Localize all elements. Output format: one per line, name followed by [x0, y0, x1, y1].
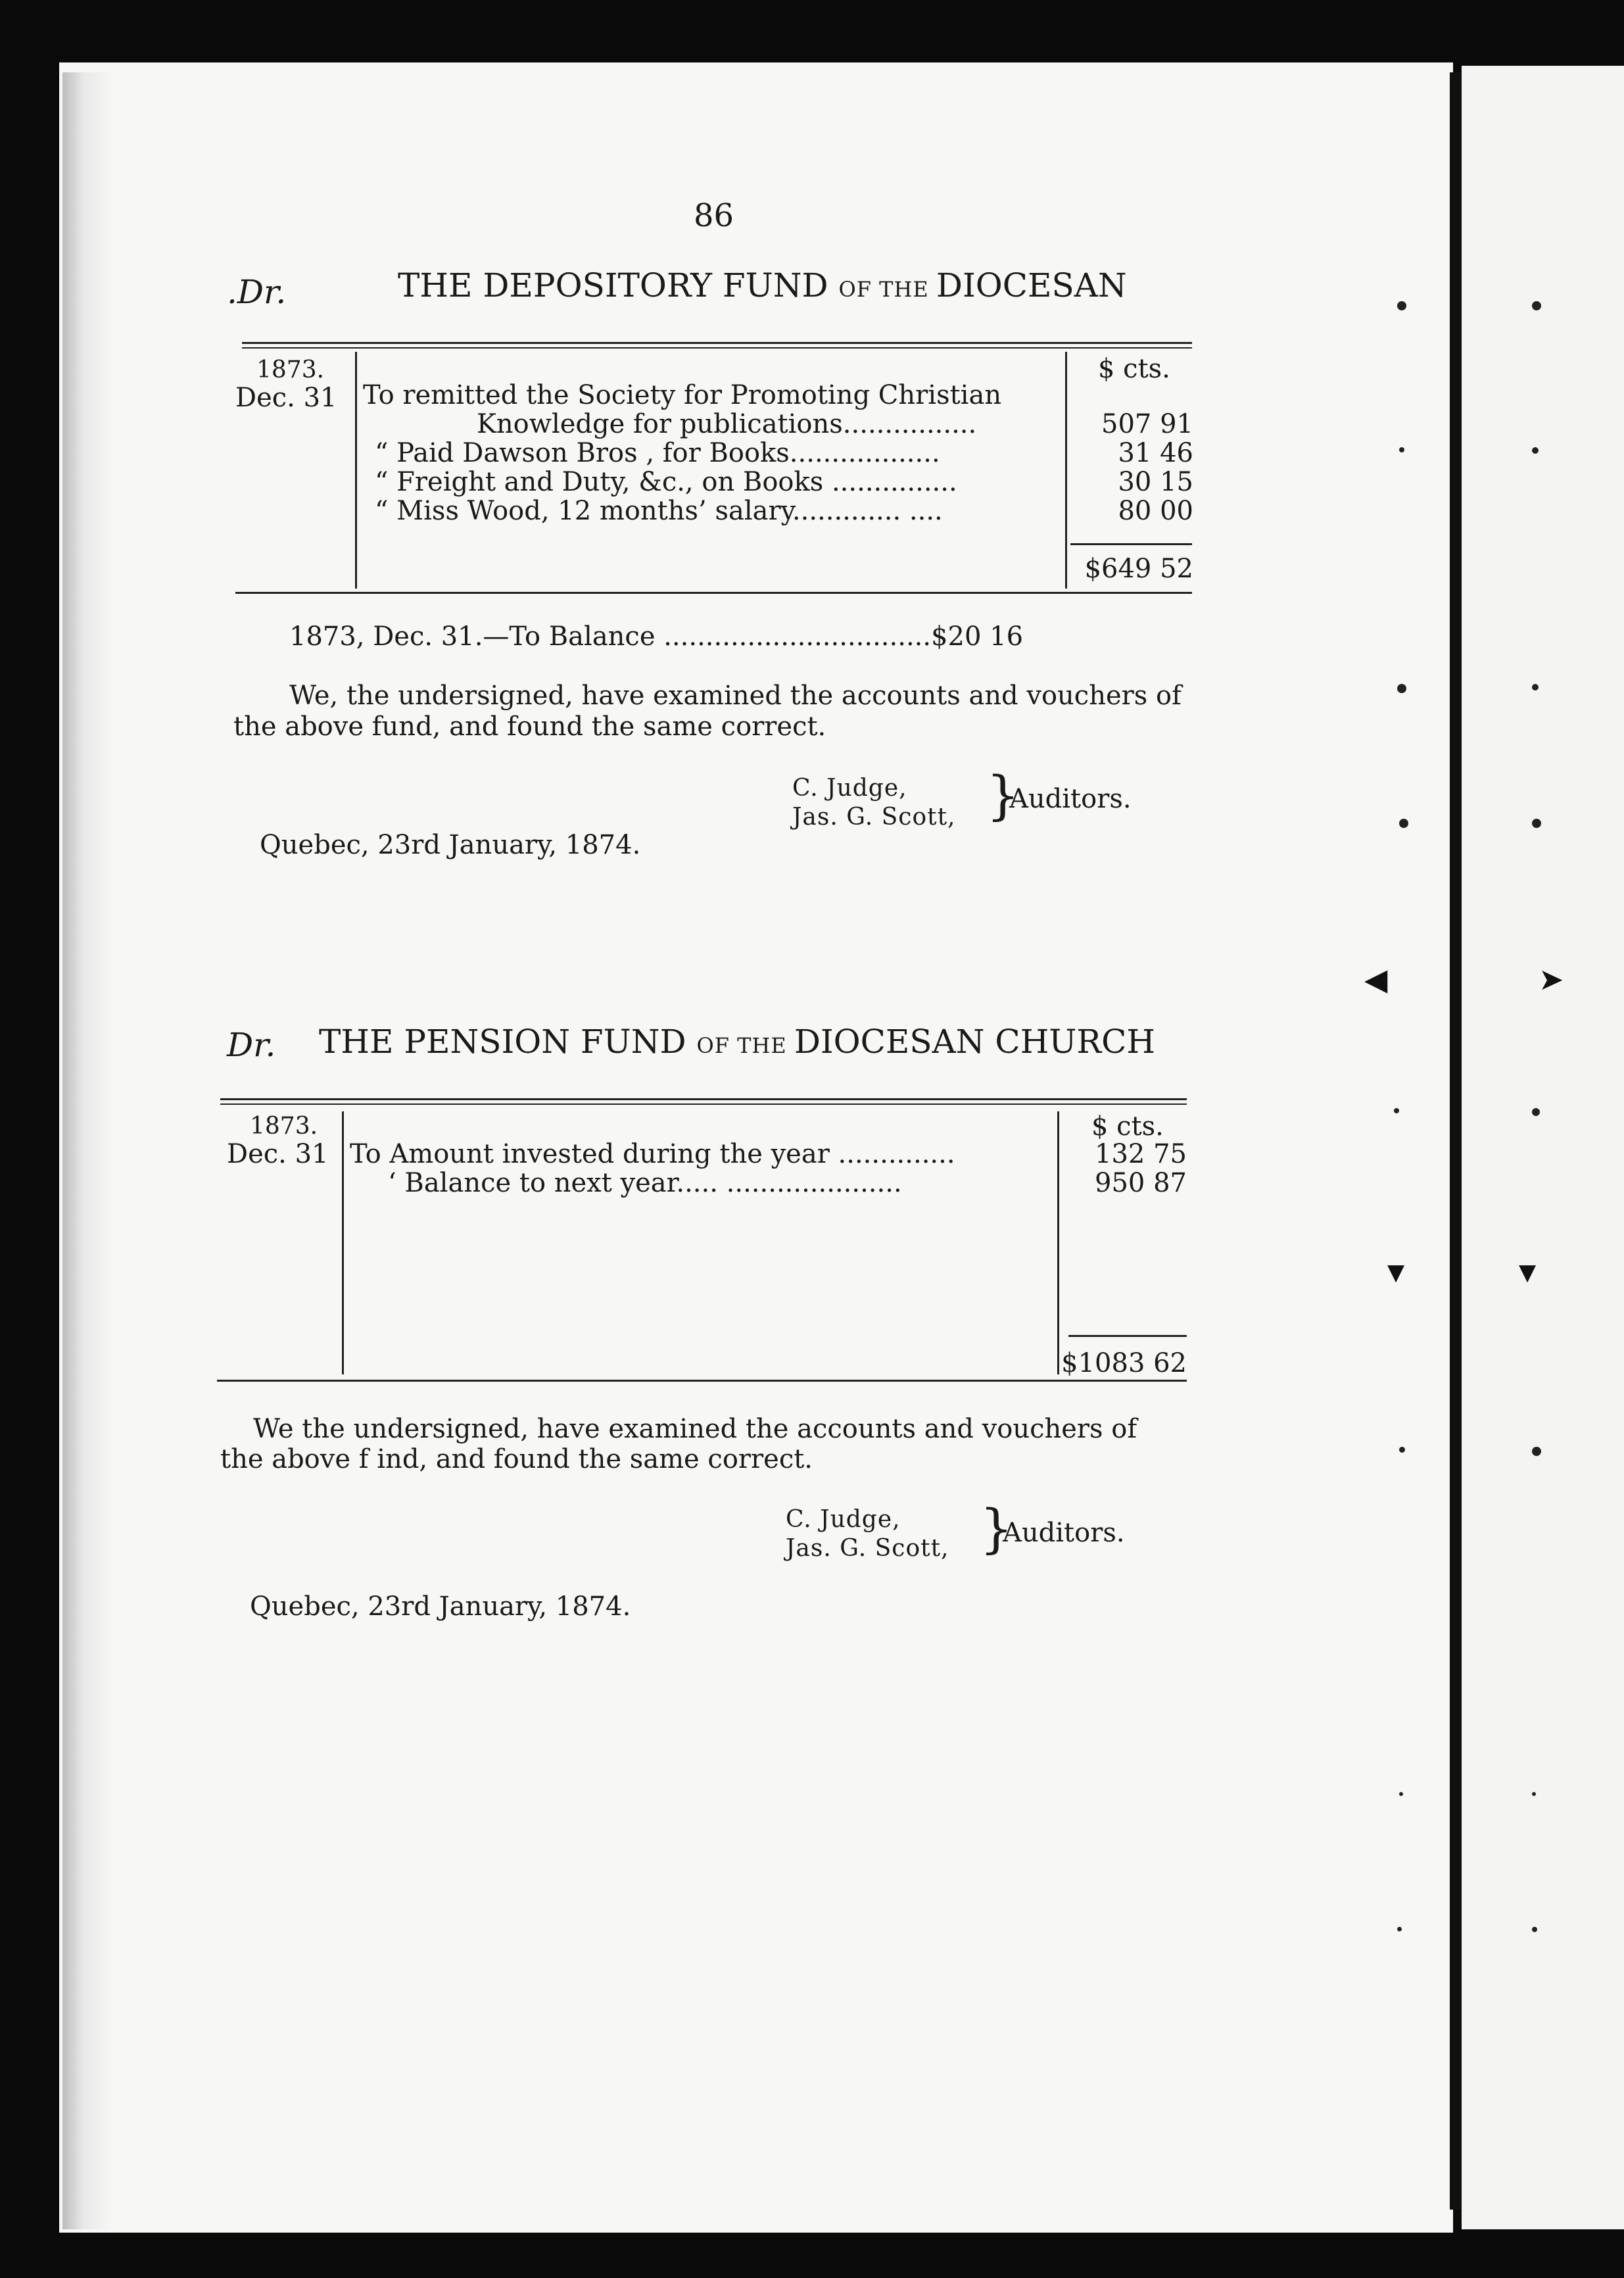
bleed-dot — [1397, 1927, 1402, 1931]
pension-statement-line: We the undersigned, have examined the accounts and vouchers of — [253, 1414, 1137, 1444]
bleed-dot — [1532, 1447, 1541, 1456]
depository-title — [398, 266, 1127, 304]
bleed-dot — [1399, 1792, 1403, 1796]
depository-statement-line: We, the undersigned, have examined the accounts and vouchers of — [289, 681, 1182, 711]
depository-amount-column-rule — [1065, 352, 1067, 589]
pension-auditor-brace: } — [980, 1498, 1013, 1559]
depository-total: $649 52 — [1084, 554, 1193, 584]
pension-total-rule — [1068, 1335, 1187, 1337]
bleed-dot — [1532, 1927, 1537, 1932]
bleed-dot — [1399, 1447, 1405, 1453]
right-page — [1462, 66, 1624, 2229]
pension-date: Dec. 31 — [227, 1139, 329, 1169]
pension-auditor-name: C. Judge, — [786, 1506, 901, 1533]
bleed-dot — [1532, 684, 1539, 691]
pension-title-of: OF THE — [696, 1033, 794, 1058]
pension-statement-line: the above f ind, and found the same correct. — [220, 1444, 813, 1474]
depository-currency-header: $ cts. — [1098, 354, 1170, 384]
depository-statement-line: the above fund, and found the same correct. — [233, 712, 826, 742]
pension-currency-header: $ cts. — [1091, 1111, 1164, 1142]
depository-bottom-rule — [235, 592, 1192, 594]
depository-entry-text: “ Freight and Duty, &c., on Books ............... — [375, 467, 957, 497]
bleed-dot — [1532, 1108, 1540, 1116]
depository-entry-text: “ Miss Wood, 12 months’ salary............. .... — [375, 496, 943, 526]
depository-date: Dec. 31 — [235, 383, 337, 413]
depository-year: 1873. — [256, 356, 325, 383]
pension-place-date: Quebec, 23rd January, 1874. — [250, 1591, 631, 1622]
pension-title-end: DIOCESAN CHURCH — [794, 1023, 1155, 1061]
bleed-arrow-down-icon: ▼ — [1387, 1259, 1405, 1286]
depository-entry-amount: 507 91 — [1101, 409, 1193, 439]
depository-entry-amount: 80 00 — [1118, 496, 1193, 526]
pension-year: 1873. — [250, 1113, 318, 1140]
bleed-dot — [1397, 684, 1406, 693]
depository-auditor-name: Jas. G. Scott, — [792, 804, 956, 831]
page-gutter — [1450, 72, 1462, 2210]
page-number: 86 — [694, 197, 734, 234]
depository-entry-text: To remitted the Society for Promoting Christian — [363, 380, 1002, 410]
pension-debit-label: Dr. — [227, 1026, 276, 1064]
book-spine-edge — [62, 72, 115, 2229]
depository-title-of: OF THE — [838, 277, 936, 302]
pension-entry-amount: 950 87 — [1095, 1168, 1187, 1198]
depository-auditor-brace: } — [986, 765, 1020, 826]
pension-entry-amount: 132 75 — [1095, 1139, 1187, 1169]
depository-top-rule — [242, 342, 1192, 344]
bleed-arrow-down-icon: ▼ — [1519, 1259, 1537, 1286]
depository-balance-line: 1873, Dec. 31.—To Balance ................................$20 16 — [289, 621, 1024, 652]
depository-entry-amount: 31 46 — [1118, 438, 1193, 468]
depository-entry-text: Knowledge for publications................ — [477, 409, 977, 439]
bleed-dot — [1397, 301, 1406, 310]
bleed-dot — [1394, 1108, 1399, 1113]
depository-top-rule-thin — [242, 347, 1192, 349]
pension-top-rule — [220, 1098, 1187, 1100]
pension-auditor-name: Jas. G. Scott, — [786, 1535, 949, 1562]
pension-entry-text: ‘ Balance to next year..... ..................... — [388, 1168, 902, 1198]
pension-entry-text: To Amount invested during the year .............. — [350, 1139, 955, 1169]
bleed-arrow-right-icon: ➤ — [1539, 961, 1564, 997]
pension-top-rule-thin — [220, 1103, 1187, 1105]
depository-auditor-name: C. Judge, — [792, 775, 907, 802]
depository-date-column-rule — [355, 352, 357, 589]
pension-amount-column-rule — [1057, 1111, 1059, 1374]
depository-debit-label: .Dr. — [227, 273, 287, 311]
bleed-dot — [1532, 447, 1539, 454]
pension-auditors-label: Auditors. — [1003, 1518, 1125, 1548]
bleed-arrow-left-icon: ◀ — [1364, 961, 1388, 997]
depository-place-date: Quebec, 23rd January, 1874. — [260, 830, 641, 860]
pension-bottom-rule — [217, 1380, 1187, 1382]
depository-auditors-label: Auditors. — [1009, 784, 1132, 814]
bleed-dot — [1532, 1792, 1536, 1796]
pension-total: $1083 62 — [1061, 1348, 1187, 1378]
depository-entry-amount: 30 15 — [1118, 467, 1193, 497]
depository-title-main: THE DEPOSITORY FUND — [398, 266, 839, 304]
bleed-dot — [1399, 819, 1408, 828]
pension-title-main: THE PENSION FUND — [319, 1023, 697, 1061]
depository-title-end: DIOCESAN — [936, 266, 1127, 304]
pension-date-column-rule — [342, 1111, 344, 1374]
depository-total-rule — [1070, 543, 1192, 545]
pension-title — [319, 1023, 1155, 1061]
bleed-dot — [1399, 447, 1404, 452]
depository-entry-text: “ Paid Dawson Bros , for Books.................. — [375, 438, 940, 468]
bleed-dot — [1532, 819, 1541, 828]
bleed-dot — [1532, 301, 1541, 310]
